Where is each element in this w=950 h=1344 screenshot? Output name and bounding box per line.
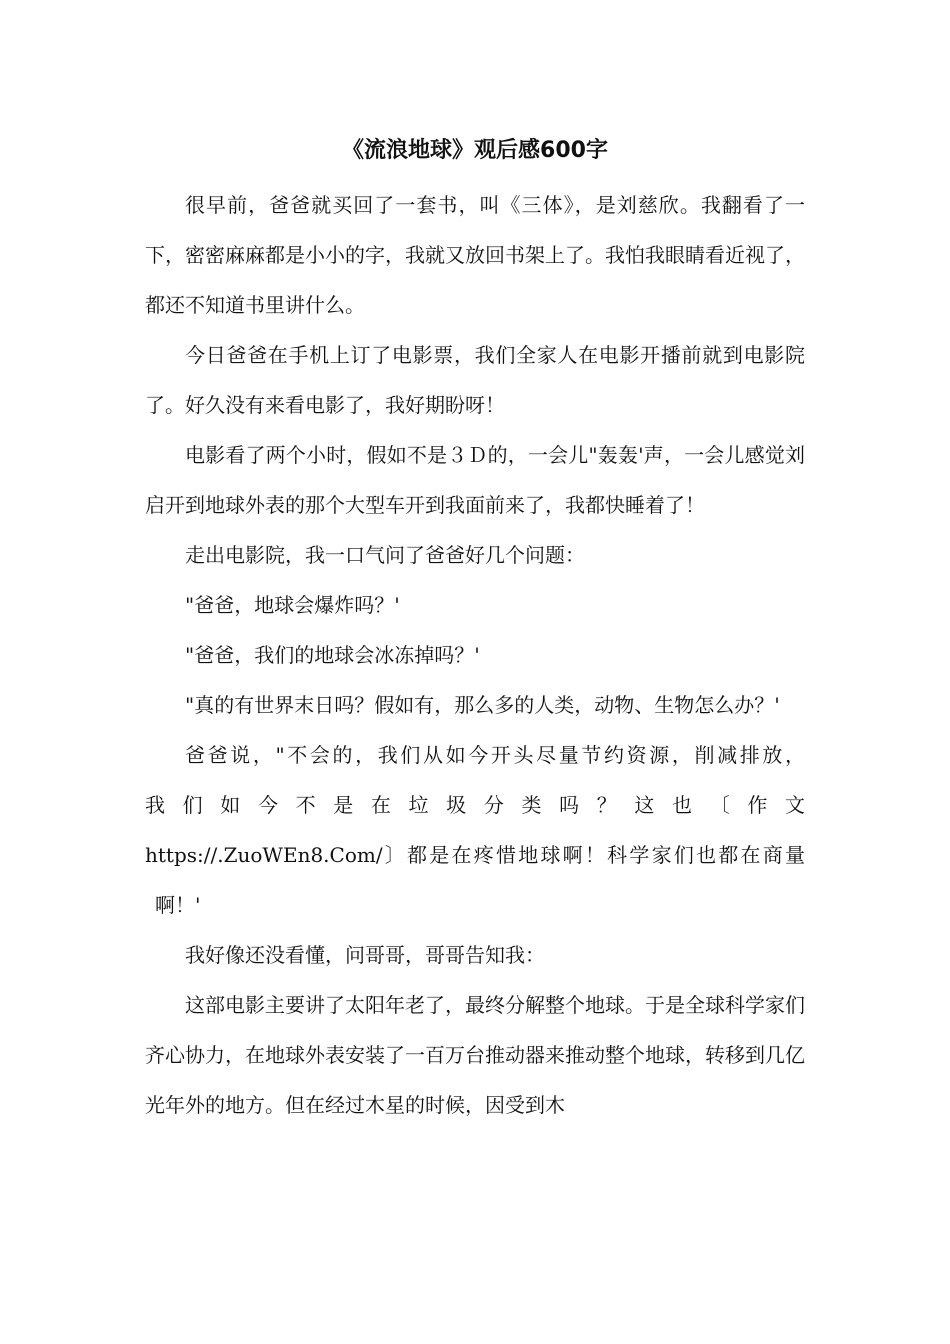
document-title: 《流浪地球》观后感600字	[342, 138, 608, 163]
paragraph-4: 走出电影院，我一口气问了爸爸好几个问题：	[185, 543, 585, 567]
paragraph-10: 这部电影主要讲了太阳年老了，最终分解整个地球。于是全球科学家们齐心协力，在地球外表安装了一百万台推动器来推动整个地球，转移到几亿光年外的地方。但在经过木星的时候，因受到木	[145, 993, 805, 1117]
paragraph-1: 很早前，爸爸就买回了一套书，叫《三体》，是刘慈欣。我翻看了一下，密密麻麻都是小小的字，我就又放回书架上了。我怕我眼睛看近视了，都还不知道书里讲什么。	[145, 193, 805, 317]
dad-reply-tail: 啊！'	[155, 893, 201, 917]
paragraph-2: 今日爸爸在手机上订了电影票，我们全家人在电影开播前就到电影院了。好久没有来看电影了，我好期盼呀！	[145, 343, 805, 417]
paragraph-5: "爸爸，地球会爆炸吗？'	[185, 593, 400, 617]
paragraph-9: 我好像还没看懂，问哥哥，哥哥告知我：	[185, 943, 545, 967]
paragraph-3: 电影看了两个小时，假如不是３Ｄ的，一会儿"轰轰'声，一会儿感觉刘启开到地球外表的那个大型车开到我面前来了，我都快睡着了！	[145, 443, 805, 517]
dad-reply-line-2: 我 们 如 今 不 是 在 垃 圾 分 类 吗 ？ 这 也 〔 作 文	[145, 793, 805, 817]
paragraph-6: "爸爸，我们的地球会冰冻掉吗？'	[185, 643, 480, 667]
paragraph-7: "真的有世界末日吗？假如有，那么多的人类，动物、生物怎么办？'	[185, 693, 780, 717]
dad-reply-line-3: https://.ZuoWEn8.Com/〕都是在疼惜地球啊！科学家们也都在商量	[145, 843, 805, 867]
dad-reply-line-1: 爸爸说，"不会的，我们从如今开头尽量节约资源，削减排放，	[185, 743, 805, 767]
document-body	[145, 132, 805, 1130]
